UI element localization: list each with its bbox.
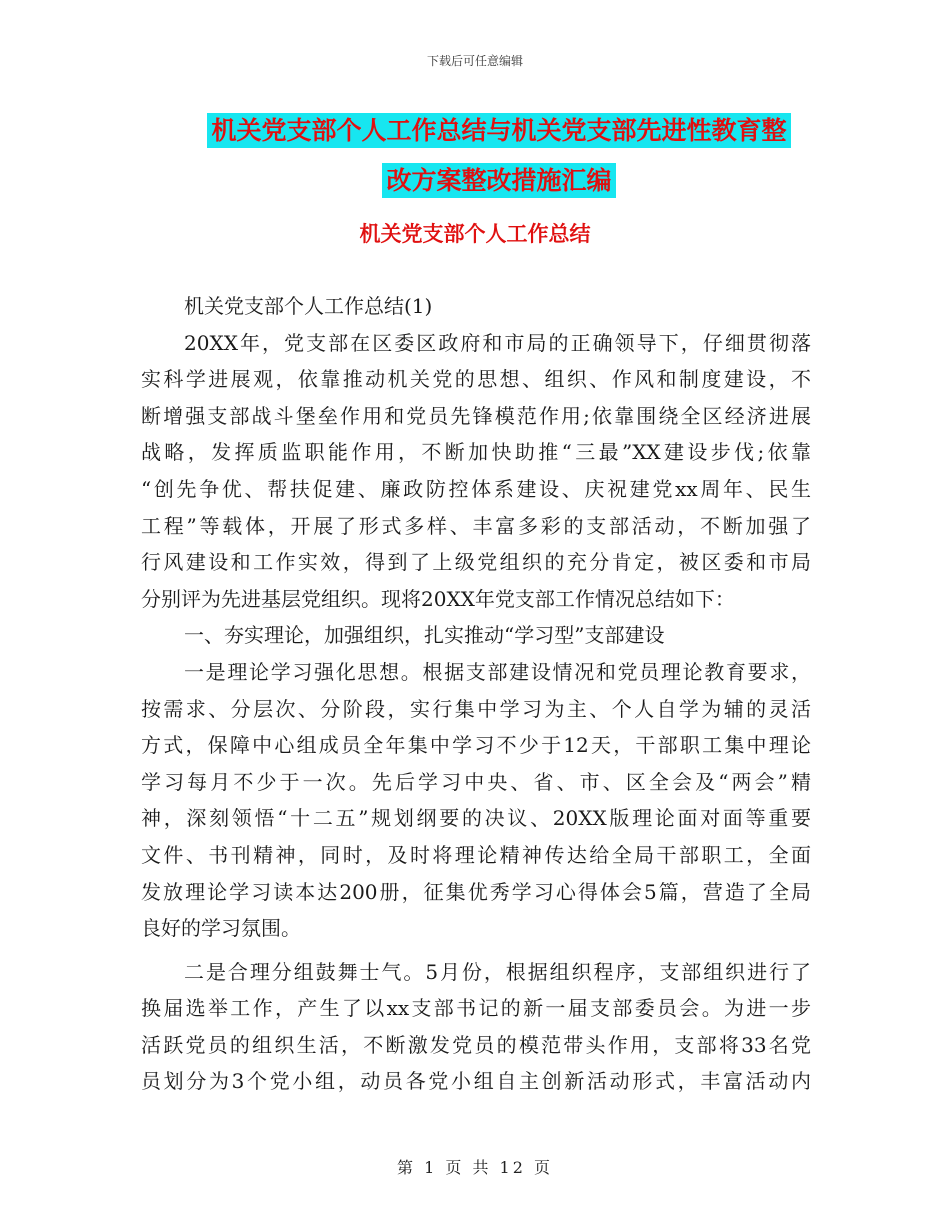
body-line: 按需求、分层次、分阶段，实行集中学习为主、个人自学为辅的灵活 <box>141 696 811 721</box>
body-line: 行风建设和工作实效，得到了上级党组织的充分肯定，被区委和市局 <box>141 550 811 575</box>
body-line: 发放理论学习读本达200册，征集优秀学习心得体会5篇，营造了全局 <box>141 879 811 904</box>
document-title-line-2: 改方案整改措施汇编 <box>382 163 615 198</box>
body-line: 二是合理分组鼓舞士气。5月份，根据组织程序，支部组织进行了 <box>184 959 811 984</box>
page-header-note: 下载后可任意编辑 <box>426 54 523 68</box>
body-line: 活跃党员的组织生活，不断激发党员的模范带头作用，支部将33名党 <box>141 1032 811 1057</box>
body-line: 一是理论学习强化思想。根据支部建设情况和党员理论教育要求， <box>184 659 811 684</box>
page-number: 第 1 页 共 12 页 <box>397 1158 553 1177</box>
body-line: 文件、书刊精神，同时，及时将理论精神传达给全局干部职工，全面 <box>141 842 811 867</box>
body-line: 换届选举工作，产生了以xx支部书记的新一届支部委员会。为进一步 <box>141 996 811 1021</box>
section-title: 机关党支部个人工作总结 <box>359 222 591 246</box>
body-line-heading: 一、夯实理论，加强组织，扎实推动“学习型”支部建设 <box>184 623 665 648</box>
document-title <box>185 106 813 206</box>
document-title-line-1: 机关党支部个人工作总结与机关党支部先进性教育整 <box>207 113 790 148</box>
body-text <box>141 288 811 1100</box>
body-line-subtitle: 机关党支部个人工作总结(1) <box>184 294 433 318</box>
body-line: 分别评为先进基层党组织。现将20XX年党支部工作情况总结如下： <box>141 586 735 611</box>
body-line: 方式，保障中心组成员全年集中学习不少于12天，干部职工集中理论 <box>141 733 811 758</box>
body-line: 战略，发挥质监职能作用，不断加快助推“三最”XX建设步伐;依靠 <box>141 440 811 465</box>
body-line: 断增强支部战斗堡垒作用和党员先锋模范作用;依靠围绕全区经济进展 <box>141 403 811 428</box>
body-line: 神，深刻领悟“十二五”规划纲要的决议、20XX版理论面对面等重要 <box>141 806 811 831</box>
body-line: 实科学进展观，依靠推动机关党的思想、组织、作风和制度建设，不 <box>141 367 811 392</box>
body-line: 20XX年，党支部在区委区政府和市局的正确领导下，仔细贯彻落 <box>184 330 811 355</box>
body-line: “创先争优、帮扶促建、廉政防控体系建设、庆祝建党xx周年、民生 <box>141 476 811 501</box>
paragraph-gap <box>141 947 811 954</box>
body-line: 良好的学习氛围。 <box>141 916 301 941</box>
body-line: 工程”等载体，开展了形式多样、丰富多彩的支部活动，不断加强了 <box>141 513 811 538</box>
body-line: 学习每月不少于一次。先后学习中央、省、市、区全会及“两会”精 <box>141 769 811 794</box>
body-line: 员划分为3个党小组，动员各党小组自主创新活动形式，丰富活动内 <box>141 1069 811 1094</box>
